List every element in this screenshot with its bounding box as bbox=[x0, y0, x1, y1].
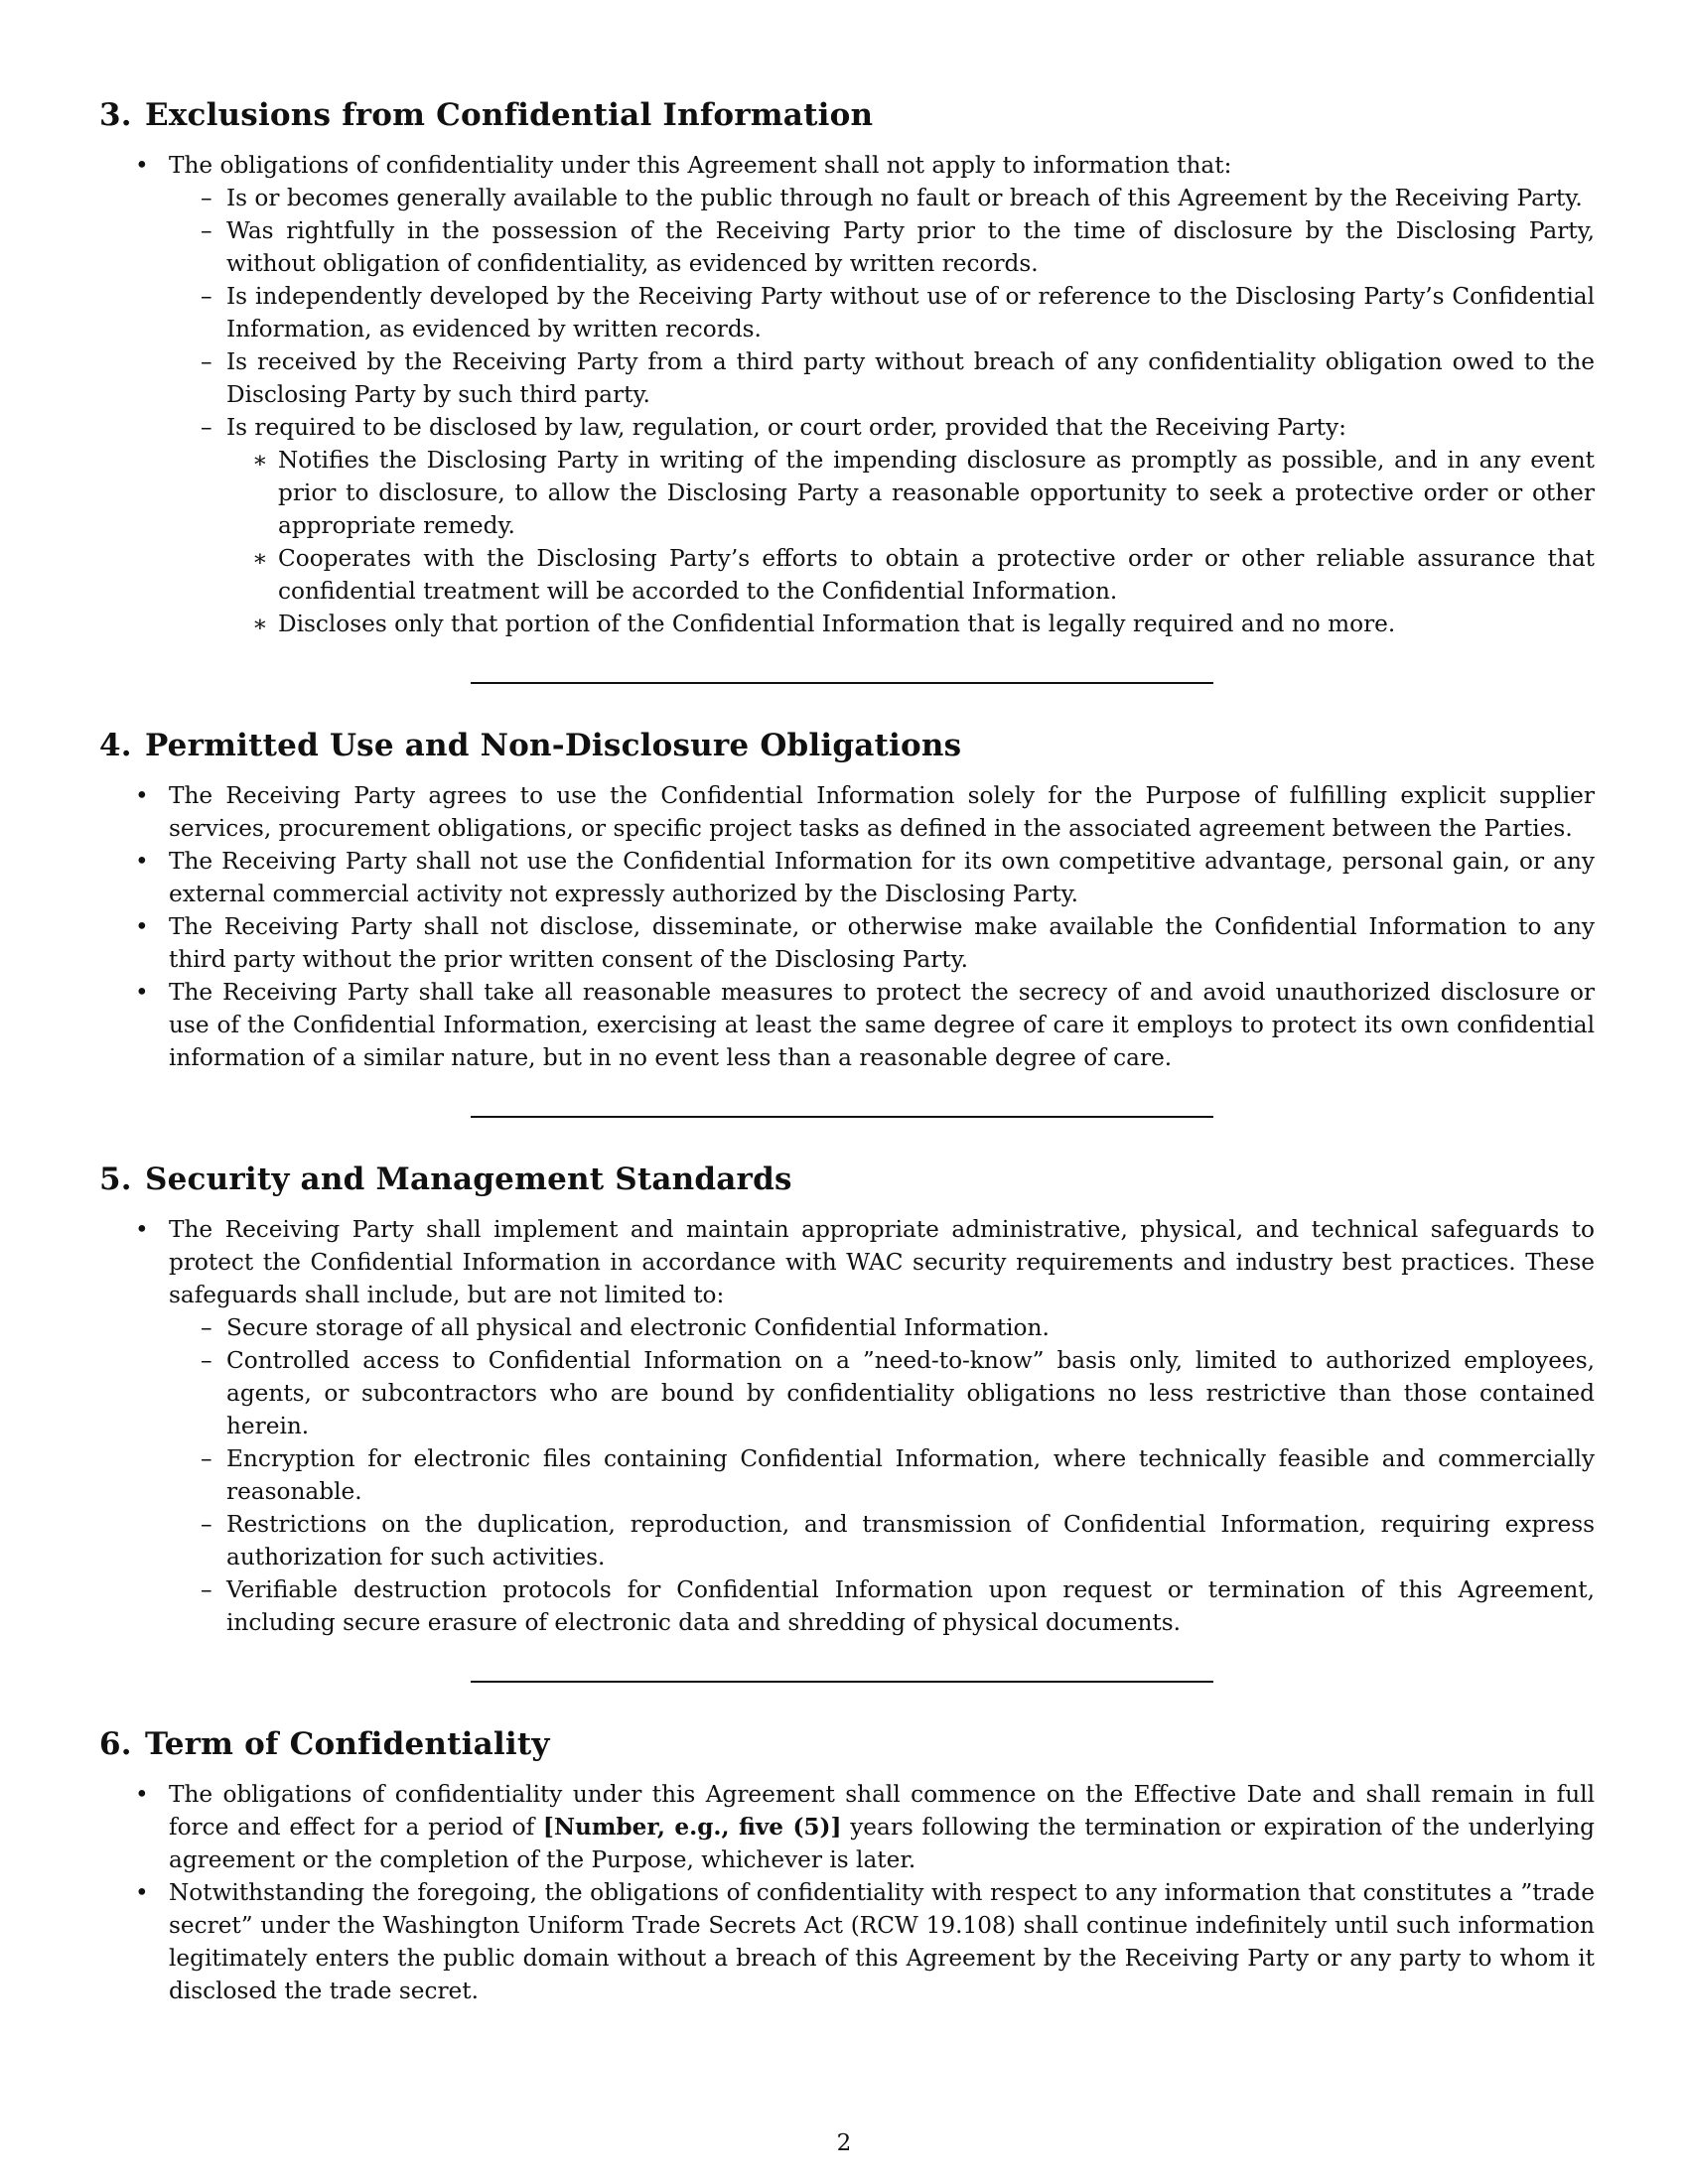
section-security-standards bbox=[99, 1160, 1595, 1639]
list-item: – Is received by the Receiving Party from a third party without breach of any confidentiality obligation owed to the Disclosing Party by such third party. bbox=[169, 345, 1595, 411]
list-item: • The Receiving Party agrees to use the Confidential Information solely for the Purpose of fulfilling explicit supplier services, procurement obligations, or specific project tasks as defined in the associated agreement between the Parties. bbox=[99, 779, 1595, 845]
list-item: • Notwithstanding the foregoing, the obligations of confidentiality with respect to any information that constitutes a ”trade secret” under the Washington Uniform Trade Secrets Act (RCW 19.108) shall continue indefinitely until such information legitimately enters the public domain without a breach of this Agreement by the Receiving Party or any party to whom it disclosed the trade secret. bbox=[99, 1876, 1595, 2007]
list-item bbox=[99, 149, 1595, 640]
section-title: Permitted Use and Non-Disclosure Obligations bbox=[145, 728, 962, 763]
list-item bbox=[169, 411, 1595, 640]
dash-list bbox=[169, 1311, 1595, 1639]
bullet-list bbox=[99, 1778, 1595, 2007]
list-item: – Restrictions on the duplication, reproduction, and transmission of Confidential Information, requiring express authorization for such activities. bbox=[169, 1508, 1595, 1573]
bullet-list bbox=[99, 149, 1595, 640]
list-item: • The Receiving Party shall not disclose, disseminate, or otherwise make available the Confidential Information to any third party without the prior written consent of the Disclosing Party. bbox=[99, 910, 1595, 976]
list-item: ∗ Cooperates with the Disclosing Party’s efforts to obtain a protective order or other reliable assurance that confidential treatment will be accorded to the Confidential Information. bbox=[226, 542, 1595, 608]
list-item: • The Receiving Party shall not use the Confidential Information for its own competitive advantage, personal gain, or any external commercial activity not expressly authorized by the Disclosing Party. bbox=[99, 845, 1595, 910]
list-item: – Encryption for electronic files containing Confidential Information, where technically feasible and commercially reasonable. bbox=[169, 1442, 1595, 1508]
section-divider bbox=[471, 1681, 1213, 1683]
list-item: – Verifiable destruction protocols for Confidential Information upon request or termination of this Agreement, including secure erasure of electronic data and shredding of physical documents. bbox=[169, 1573, 1595, 1639]
bullet-list bbox=[99, 779, 1595, 1074]
list-item-text: The obligations of confidentiality under this Agreement shall not apply to information that: bbox=[169, 152, 1232, 179]
list-item: – Secure storage of all physical and electronic Confidential Information. bbox=[169, 1311, 1595, 1344]
list-item bbox=[99, 1778, 1595, 1876]
section-heading bbox=[99, 95, 1595, 135]
list-item-text: years following the termination or expiration of the underlying agreement or the completion of the Purpose, whichever is later. bbox=[169, 1814, 1595, 1873]
list-item: ∗ Discloses only that portion of the Confidential Information that is legally required and no more. bbox=[226, 608, 1595, 640]
section-heading bbox=[99, 726, 1595, 765]
list-item: • The Receiving Party shall take all reasonable measures to protect the secrecy of and avoid unauthorized disclosure or use of the Confidential Information, exercising at least the same degree of care it employs to protect its own confidential information of a similar nature, but in no event less than a reasonable degree of care. bbox=[99, 976, 1595, 1074]
section-divider bbox=[471, 1116, 1213, 1118]
document-page bbox=[99, 95, 1595, 2007]
section-permitted-use bbox=[99, 726, 1595, 1074]
section-number: 5. bbox=[99, 1161, 132, 1197]
dash-list bbox=[169, 182, 1595, 640]
list-item-text: The obligations of confidentiality under this Agreement shall commence on the Effective Date and shall remain in full force and effect for a period of bbox=[169, 1781, 1595, 1841]
list-item: – Is independently developed by the Receiving Party without use of or reference to the Disclosing Party’s Confidential Information, as evidenced by written records. bbox=[169, 280, 1595, 345]
section-number: 4. bbox=[99, 728, 132, 763]
list-item-text: Is required to be disclosed by law, regulation, or court order, provided that the Receiving Party: bbox=[226, 414, 1346, 441]
list-item: – Was rightfully in the possession of the Receiving Party prior to the time of disclosure by the Disclosing Party, without obligation of confidentiality, as evidenced by written records. bbox=[169, 214, 1595, 280]
section-heading bbox=[99, 1724, 1595, 1764]
section-number: 3. bbox=[99, 97, 132, 133]
asterisk-list bbox=[226, 444, 1595, 640]
section-title: Exclusions from Confidential Information bbox=[145, 97, 874, 133]
list-item-text: The Receiving Party shall implement and maintain appropriate administrative, physical, and technical safeguards to protect the Confidential Information in accordance with WAC security requirements and industry best practices. These safeguards shall include, but are not limited to: bbox=[169, 1216, 1595, 1308]
page-number: 2 bbox=[836, 2130, 852, 2156]
section-exclusions bbox=[99, 95, 1595, 640]
section-divider bbox=[471, 682, 1213, 684]
list-item: ∗ Notifies the Disclosing Party in writing of the impending disclosure as promptly as possible, and in any event prior to disclosure, to allow the Disclosing Party a reasonable opportunity to seek a protective order or other appropriate remedy. bbox=[226, 444, 1595, 542]
list-item bbox=[99, 1213, 1595, 1639]
section-term bbox=[99, 1724, 1595, 2007]
section-title: Security and Management Standards bbox=[145, 1161, 792, 1197]
section-title: Term of Confidentiality bbox=[145, 1726, 550, 1762]
list-item: – Controlled access to Confidential Information on a ”need-to-know” basis only, limited to authorized employees, agents, or subcontractors who are bound by confidentiality obligations no less restrictive than those contained herein. bbox=[169, 1344, 1595, 1442]
section-number: 6. bbox=[99, 1726, 132, 1762]
placeholder-term-length: [Number, e.g., five (5)] bbox=[542, 1814, 842, 1841]
section-heading bbox=[99, 1160, 1595, 1199]
bullet-list bbox=[99, 1213, 1595, 1639]
list-item: – Is or becomes generally available to the public through no fault or breach of this Agreement by the Receiving Party. bbox=[169, 182, 1595, 214]
